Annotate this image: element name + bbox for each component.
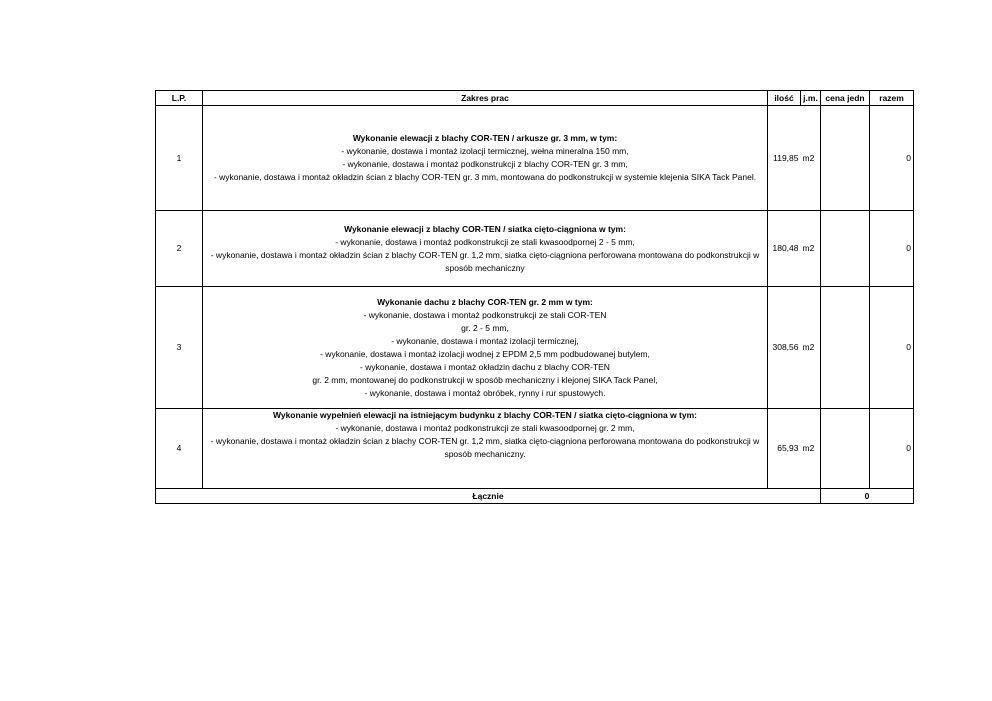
row-total: 0: [870, 409, 914, 489]
row-title: Wykonanie elewacji z blachy COR-TEN / siatka cięto-ciągniona w tym:: [344, 223, 626, 234]
row-line: - wykonanie, dostawa i montaż podkonstrukcji ze stali COR-TEN: [363, 309, 607, 320]
row-unit: m2: [801, 287, 821, 409]
row-total: 0: [870, 211, 914, 287]
total-label: Łącznie: [156, 489, 821, 504]
row-lp: 1: [156, 106, 203, 211]
row-line: - wykonanie, dostawa i montaż izolacji wodnej z EPDM 2,5 mm podbudowanej butylem,: [320, 348, 650, 359]
row-line: - wykonanie, dostawa i montaż podkonstrukcji ze stali kwasoodpornej 2 - 5 mm,: [335, 236, 635, 247]
row-total: 0: [870, 106, 914, 211]
header-row: [156, 91, 914, 106]
row-unit-price: [821, 106, 870, 211]
row-unit-price: [821, 211, 870, 287]
row-description: [203, 106, 768, 211]
row-qty: 308,56: [768, 287, 801, 409]
row-description: [203, 409, 768, 489]
total-value: 0: [821, 489, 914, 504]
header-scope: Zakres prac: [203, 91, 768, 106]
row-qty: 119,85: [768, 106, 801, 211]
row-line: gr. 2 - 5 mm,: [461, 322, 509, 333]
row-description: [203, 287, 768, 409]
header-lp: L.P.: [156, 91, 203, 106]
header-unit: j.m.: [801, 91, 821, 106]
row-unit-price: [821, 409, 870, 489]
row-line: - wykonanie, dostawa i montaż izolacji termicznej,: [391, 335, 579, 346]
row-line: gr. 2 mm, montowanej do podkonstrukcji w sposób mechaniczny i klejonej SIKA Tack Panel,: [312, 374, 658, 385]
row-line: - wykonanie, dostawa i montaż izolacji termicznej, wełna mineralna 150 mm,: [341, 146, 629, 156]
row-unit: m2: [801, 106, 821, 211]
cost-estimate-table: [155, 90, 914, 504]
table-row: [156, 409, 914, 489]
header-total: razem: [870, 91, 914, 106]
row-description: [203, 211, 768, 287]
total-row: [156, 489, 914, 504]
row-lp: 4: [156, 409, 203, 489]
row-line: - wykonanie, dostawa i montaż podkonstrukcji ze stali kwasoodpornej gr. 2 mm,: [335, 423, 635, 433]
row-title: Wykonanie dachu z blachy COR-TEN gr. 2 mm w tym:: [377, 296, 593, 307]
row-line: - wykonanie, dostawa i montaż okładzin ścian z blachy COR-TEN gr. 1,2 mm, siatka cięto-ciągniona perforowana montowana do podkonstrukcji w sposób mechaniczny.: [210, 436, 760, 459]
row-line: - wykonanie, dostawa i montaż obróbek, rynny i rur spustowych.: [364, 387, 606, 398]
row-unit-price: [821, 287, 870, 409]
header-unit-price: cena jedn: [821, 91, 870, 106]
table-row: [156, 211, 914, 287]
row-line: - wykonanie, dostawa i montaż okładzin ścian z blachy COR-TEN gr. 1,2 mm, siatka cięto-ciągniona perforowana montowana do podkonstrukcji w sposób mechaniczny: [210, 249, 760, 273]
row-qty: 180,48: [768, 211, 801, 287]
row-unit: m2: [801, 409, 821, 489]
row-title: Wykonanie wypełnień elewacji na istniejącym budynku z blachy COR-TEN / siatka cięto-ciągniona w tym:: [272, 410, 697, 420]
row-unit: m2: [801, 211, 821, 287]
row-lp: 2: [156, 211, 203, 287]
row-title: Wykonanie elewacji z blachy COR-TEN / arkusze gr. 3 mm, w tym:: [352, 133, 618, 143]
row-line: - wykonanie, dostawa i montaż okładzin dachu z blachy COR-TEN: [360, 361, 610, 372]
row-total: 0: [870, 287, 914, 409]
header-qty: ilość: [768, 91, 801, 106]
row-line: - wykonanie, dostawa i montaż okładzin ścian z blachy COR-TEN gr. 3 mm, montowana do podkonstrukcji w systemie klejenia SIKA Tack Panel.: [213, 172, 757, 182]
table-row: [156, 287, 914, 409]
row-line: - wykonanie, dostawa i montaż podkonstrukcji z blachy COR-TEN gr. 3 mm,: [342, 159, 628, 169]
row-lp: 3: [156, 287, 203, 409]
row-qty: 65,93: [768, 409, 801, 489]
table-row: [156, 106, 914, 211]
